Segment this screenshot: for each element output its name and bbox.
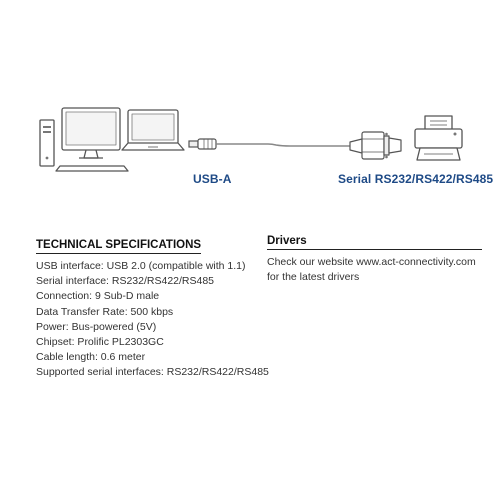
printer-icon (415, 116, 462, 160)
serial-label: Serial RS232/RS422/RS485 (338, 172, 494, 186)
drivers-section (267, 235, 482, 285)
spec-line-cable-length: Cable length: 0.6 meter (36, 351, 146, 364)
usb-a-label: USB-A (193, 172, 232, 186)
spec-line-serial-interface: Serial interface: RS232/RS422/RS485 (36, 275, 215, 288)
usb-a-connector-icon (189, 139, 216, 149)
spec-line-usb-interface: USB interface: USB 2.0 (compatible with 1.1) (36, 260, 246, 272)
spec-line-supported-interfaces: Supported serial interfaces: RS232/RS422/RS485 (36, 366, 269, 379)
adapter-cable (189, 132, 401, 159)
specs-list (36, 259, 269, 381)
spec-line-chipset: Chipset: Prolific PL2303GC (36, 336, 164, 349)
spec-line-power: Power: Bus-powered (5V) (36, 320, 157, 333)
desktop-computer-icon (40, 108, 128, 171)
drivers-line-1: Check our website www.act-connectivity.com (267, 256, 476, 268)
drivers-heading: Drivers (267, 235, 482, 250)
spec-line-connection: Connection: 9 Sub-D male (36, 290, 160, 303)
connection-diagram (0, 0, 500, 200)
connection-illustration (0, 0, 500, 200)
drivers-line-2: for the latest drivers (267, 271, 360, 284)
technical-specifications-section (36, 235, 269, 381)
spec-line-data-rate: Data Transfer Rate: 500 kbps (36, 305, 174, 318)
laptop-icon (122, 110, 184, 150)
drivers-text (267, 255, 482, 285)
specs-heading: TECHNICAL SPECIFICATIONS (36, 239, 201, 254)
db9-connector-icon (350, 132, 401, 159)
